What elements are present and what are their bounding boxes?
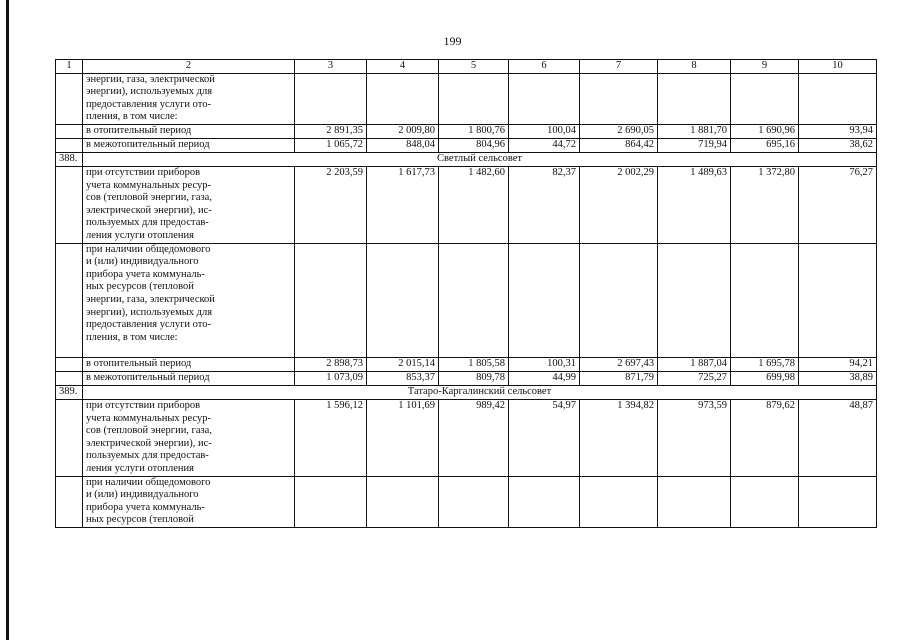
tariff-table xyxy=(55,59,877,528)
value-cell xyxy=(509,243,580,357)
column-number: 8 xyxy=(658,60,731,74)
value-cell: 54,97 xyxy=(509,399,580,476)
row-number-cell xyxy=(56,399,83,476)
table-row xyxy=(56,357,877,371)
value-cell: 871,79 xyxy=(580,371,658,385)
column-number: 3 xyxy=(295,60,367,74)
value-cell xyxy=(367,476,439,527)
value-cell: 44,72 xyxy=(509,138,580,152)
value-cell: 100,31 xyxy=(509,357,580,371)
row-description: в отопительный период xyxy=(83,124,295,138)
value-cell: 38,89 xyxy=(799,371,877,385)
value-cell xyxy=(731,243,799,357)
value-cell xyxy=(580,476,658,527)
value-cell: 1 596,12 xyxy=(295,399,367,476)
column-number: 10 xyxy=(799,60,877,74)
row-number-cell xyxy=(56,138,83,152)
value-cell: 1 489,63 xyxy=(658,166,731,243)
value-cell: 1 073,09 xyxy=(295,371,367,385)
column-number: 9 xyxy=(731,60,799,74)
row-description: при отсутствии приборов учета коммунальных ресур- сов (тепловой энергии, газа, электрической энергии), ис- пользуемых для предостав- ления услуги отопления xyxy=(83,399,295,476)
value-cell: 853,37 xyxy=(367,371,439,385)
value-cell: 879,62 xyxy=(731,399,799,476)
value-cell: 2 009,80 xyxy=(367,124,439,138)
row-number-cell xyxy=(56,124,83,138)
value-cell: 699,98 xyxy=(731,371,799,385)
value-cell: 1 805,58 xyxy=(439,357,509,371)
value-cell: 2 898,73 xyxy=(295,357,367,371)
value-cell xyxy=(295,243,367,357)
value-cell: 989,42 xyxy=(439,399,509,476)
value-cell: 93,94 xyxy=(799,124,877,138)
value-cell: 1 881,70 xyxy=(658,124,731,138)
value-cell: 719,94 xyxy=(658,138,731,152)
table-row xyxy=(56,476,877,527)
value-cell: 1 617,73 xyxy=(367,166,439,243)
value-cell: 695,16 xyxy=(731,138,799,152)
page-number: 199 xyxy=(443,34,462,48)
value-cell: 2 203,59 xyxy=(295,166,367,243)
value-cell xyxy=(799,73,877,124)
row-description: при отсутствии приборов учета коммунальных ресур- сов (тепловой энергии, газа, электрической энергии), ис- пользуемых для предостав- ления услуги отопления xyxy=(83,166,295,243)
row-description: при наличии общедомового и (или) индивидуального прибора учета коммуналь- ных ресурсов (тепловой энергии, газа, электрической энергии), используемых для предоставления услуги ото- пления, в том числе: xyxy=(83,243,295,357)
value-cell xyxy=(658,73,731,124)
value-cell xyxy=(580,73,658,124)
value-cell xyxy=(295,73,367,124)
row-description: при наличии общедомового и (или) индивидуального прибора учета коммуналь- ных ресурсов (тепловой xyxy=(83,476,295,527)
value-cell: 2 690,05 xyxy=(580,124,658,138)
value-cell xyxy=(658,243,731,357)
value-cell: 1 887,04 xyxy=(658,357,731,371)
section-number: 388. xyxy=(56,152,83,166)
section-row xyxy=(56,385,877,399)
value-cell: 82,37 xyxy=(509,166,580,243)
value-cell: 100,04 xyxy=(509,124,580,138)
value-cell xyxy=(367,73,439,124)
value-cell: 725,27 xyxy=(658,371,731,385)
section-name: Светлый сельсовет xyxy=(83,152,877,166)
row-number-cell xyxy=(56,371,83,385)
value-cell: 973,59 xyxy=(658,399,731,476)
value-cell xyxy=(580,243,658,357)
table-row xyxy=(56,166,877,243)
value-cell xyxy=(799,243,877,357)
value-cell xyxy=(367,243,439,357)
value-cell: 44,99 xyxy=(509,371,580,385)
value-cell: 1 394,82 xyxy=(580,399,658,476)
column-number: 5 xyxy=(439,60,509,74)
value-cell: 1 372,80 xyxy=(731,166,799,243)
row-number-cell xyxy=(56,73,83,124)
row-number-cell xyxy=(56,476,83,527)
row-description: энергии, газа, электрической энергии), используемых для предоставления услуги ото- пления, в том числе: xyxy=(83,73,295,124)
row-description: в межотопительный период xyxy=(83,138,295,152)
value-cell: 2 697,43 xyxy=(580,357,658,371)
row-description: в отопительный период xyxy=(83,357,295,371)
value-cell xyxy=(439,243,509,357)
value-cell xyxy=(799,476,877,527)
value-cell: 1 800,76 xyxy=(439,124,509,138)
value-cell: 48,87 xyxy=(799,399,877,476)
value-cell: 1 690,96 xyxy=(731,124,799,138)
column-number: 2 xyxy=(83,60,295,74)
section-row xyxy=(56,152,877,166)
table-row xyxy=(56,73,877,124)
row-description: в межотопительный период xyxy=(83,371,295,385)
value-cell xyxy=(658,476,731,527)
row-number-cell xyxy=(56,166,83,243)
value-cell xyxy=(439,476,509,527)
value-cell: 2 002,29 xyxy=(580,166,658,243)
column-number: 6 xyxy=(509,60,580,74)
page-edge-bar xyxy=(6,0,9,640)
table-row xyxy=(56,399,877,476)
value-cell xyxy=(509,73,580,124)
column-number: 1 xyxy=(56,60,83,74)
value-cell: 38,62 xyxy=(799,138,877,152)
value-cell: 809,78 xyxy=(439,371,509,385)
value-cell xyxy=(731,476,799,527)
value-cell xyxy=(509,476,580,527)
value-cell: 1 695,78 xyxy=(731,357,799,371)
column-number-row xyxy=(56,60,877,74)
value-cell: 1 101,69 xyxy=(367,399,439,476)
value-cell: 804,96 xyxy=(439,138,509,152)
value-cell: 76,27 xyxy=(799,166,877,243)
value-cell: 2 891,35 xyxy=(295,124,367,138)
value-cell: 1 482,60 xyxy=(439,166,509,243)
column-number: 7 xyxy=(580,60,658,74)
row-number-cell xyxy=(56,357,83,371)
value-cell: 864,42 xyxy=(580,138,658,152)
value-cell: 848,04 xyxy=(367,138,439,152)
section-name: Татаро-Каргалинский сельсовет xyxy=(83,385,877,399)
value-cell xyxy=(439,73,509,124)
section-number: 389. xyxy=(56,385,83,399)
row-number-cell xyxy=(56,243,83,357)
value-cell xyxy=(295,476,367,527)
table-row xyxy=(56,243,877,357)
value-cell: 94,21 xyxy=(799,357,877,371)
table-row xyxy=(56,371,877,385)
table-row xyxy=(56,124,877,138)
value-cell xyxy=(731,73,799,124)
table-row xyxy=(56,138,877,152)
value-cell: 1 065,72 xyxy=(295,138,367,152)
column-number: 4 xyxy=(367,60,439,74)
value-cell: 2 015,14 xyxy=(367,357,439,371)
